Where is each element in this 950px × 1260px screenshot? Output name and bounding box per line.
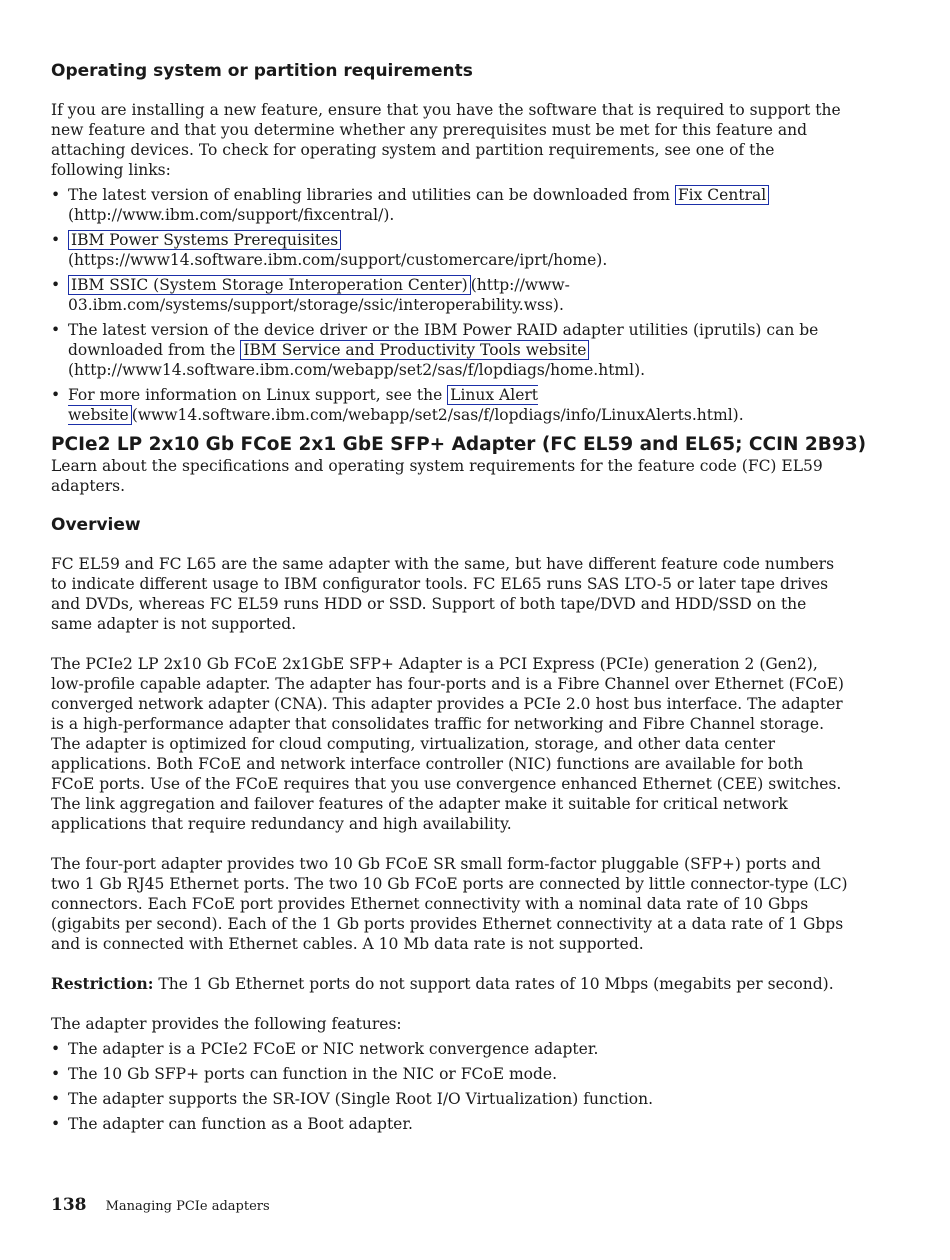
power-prerequisites-link[interactable]: IBM Power Systems Prerequisites	[68, 230, 341, 250]
list-item: • The latest version of enabling libraries and utilities can be downloaded from Fix Central (http://www.ibm.com/support/fixcentral/).	[51, 185, 851, 225]
service-tools-link[interactable]: IBM Service and Productivity Tools website	[240, 340, 589, 360]
list-item: • The adapter can function as a Boot adapter.	[51, 1114, 851, 1134]
os-requirements-heading: Operating system or partition requirements	[51, 61, 473, 81]
overview-heading: Overview	[51, 515, 141, 535]
adapter-intro: Learn about the specifications and operating system requirements for the feature code (FC) EL59 adapters.	[51, 457, 823, 495]
list-item: • IBM Power Systems Prerequisites (https://www14.software.ibm.com/support/customercare/iprt/home).	[51, 230, 851, 270]
list-item: • The adapter supports the SR-IOV (Single Root I/O Virtualization) function.	[51, 1089, 851, 1109]
ssic-link[interactable]: IBM SSIC (System Storage Interoperation Center)	[68, 275, 471, 295]
restriction-text: The 1 Gb Ethernet ports do not support data rates of 10 Mbps (megabits per second).	[153, 975, 834, 993]
restriction-note	[51, 974, 851, 994]
list-item: • For more information on Linux support, see the Linux Alert website (www14.software.ibm.com/webapp/set2/sas/f/lopdiags/info/LinuxAlerts.html).	[51, 385, 851, 425]
page-number: 138	[51, 1195, 87, 1215]
list-item: • The 10 Gb SFP+ ports can function in the NIC or FCoE mode.	[51, 1064, 851, 1084]
overview-paragraph-1: FC EL59 and FC L65 are the same adapter with the same, but have different feature code numbers to indicate different usage to IBM configurator tools. FC EL65 runs SAS LTO-5 or later tape drives and DVDs, whereas FC EL59 runs HDD or SSD. Support of both tape/DVD and HDD/SSD on the same adapter is not supported.	[51, 555, 835, 633]
document-page	[51, 60, 867, 1139]
features-intro: The adapter provides the following features:	[51, 1015, 402, 1033]
overview-paragraph-2: The PCIe2 LP 2x10 Gb FCoE 2x1GbE SFP+ Adapter is a PCI Express (PCIe) generation 2 (Gen2), low-profile capable adapter. The adapter has four-ports and is a Fibre Channel over Ethernet (FCoE) converged network adapter (CNA). This adapter provides a PCIe 2.0 host bus interface. The adapter is a high-performance adapter that consolidates traffic for networking and Fibre Channel storage. The adapter is optimized for cloud computing, virtualization, storage, and other data center applications. Both FCoE and network interface controller (NIC) functions are available for both FCoE ports. Use of the FCoE requires that you use convergence enhanced Ethernet (CEE) switches. The link aggregation and failover features of the adapter make it suitable for critical network applications that require redundancy and high availability.	[51, 655, 844, 833]
requirements-link-list	[51, 185, 851, 425]
fix-central-link[interactable]: Fix Central	[675, 185, 769, 205]
list-item: • The latest version of the device driver or the IBM Power RAID adapter utilities (iprutils) can be downloaded from the IBM Service and Productivity Tools website (http://www14.software.ibm.com/webapp/set2/sas/f/lopdiags/home.html).	[51, 320, 851, 380]
restriction-label: Restriction:	[51, 974, 154, 993]
adapter-heading: PCIe2 LP 2x10 Gb FCoE 2x1 GbE SFP+ Adapter (FC EL59 and EL65; CCIN 2B93)	[51, 434, 867, 455]
overview-paragraph-3: The four-port adapter provides two 10 Gb FCoE SR small form-factor pluggable (SFP+) ports and two 1 Gb RJ45 Ethernet ports. The two 10 Gb FCoE ports are connected by little connector-type (LC) connectors. Each FCoE port provides Ethernet connectivity with a nominal data rate of 10 Gbps (gigabits per second). Each of the 1 Gb ports provides Ethernet connectivity at a data rate of 1 Gbps and is connected with Ethernet cables. A 10 Mb data rate is not supported.	[51, 855, 848, 953]
list-item: • The adapter is a PCIe2 FCoE or NIC network convergence adapter.	[51, 1039, 851, 1059]
footer-title: Managing PCIe adapters	[105, 1199, 270, 1214]
os-requirements-intro: If you are installing a new feature, ensure that you have the software that is required to support the new feature and that you determine whether any prerequisites must be met for this feature and attaching devices. To check for operating system and partition requirements, see one of the following links:	[51, 101, 841, 179]
page-footer	[51, 1195, 270, 1215]
list-item: • IBM SSIC (System Storage Interoperation Center) (http://www-03.ibm.com/systems/support/storage/ssic/interoperability.wss).	[51, 275, 851, 315]
features-list	[51, 1039, 851, 1134]
linux-alert-link[interactable]: Linux Alert website	[68, 386, 539, 424]
